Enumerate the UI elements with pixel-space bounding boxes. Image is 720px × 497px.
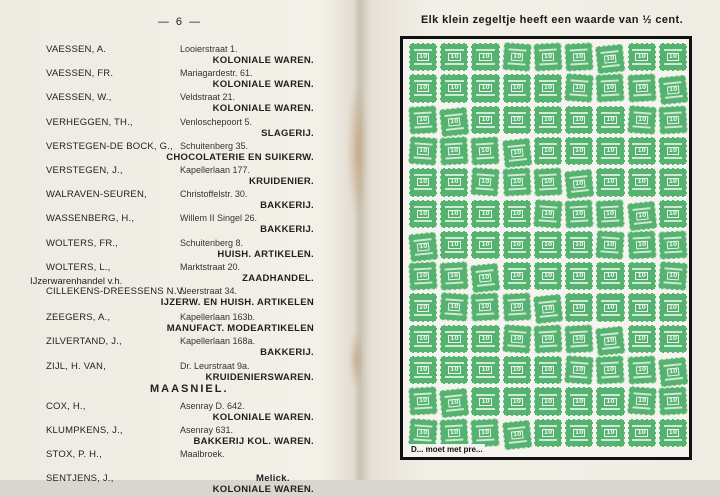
savings-stamp (533, 167, 563, 197)
stamp-value: 10 (418, 334, 428, 342)
stamp-value: 10 (635, 366, 648, 375)
savings-stamp (502, 167, 532, 197)
savings-stamp (627, 74, 657, 104)
savings-stamp (471, 325, 499, 353)
savings-stamp (440, 74, 468, 102)
stamp-value: 10 (542, 305, 555, 314)
stamp-value: 10 (448, 117, 461, 126)
stamp-value: 10 (543, 272, 553, 280)
stamp-value: 10 (668, 178, 678, 186)
savings-stamp (564, 199, 594, 229)
stamp-value: 10 (635, 397, 648, 406)
stamp-value: 10 (542, 209, 555, 218)
stamp-value: 10 (479, 303, 492, 312)
stamp-value: 10 (668, 53, 678, 61)
stamp-value: 10 (481, 397, 490, 405)
stamp-value: 10 (481, 334, 490, 342)
savings-stamp (408, 105, 438, 135)
savings-stamp (534, 231, 562, 259)
savings-stamp (658, 357, 689, 388)
stamp-value: 10 (573, 335, 586, 344)
entry-category: KOLONIALE WAREN. (212, 411, 314, 423)
entry-name: SENTJENS, J., (46, 473, 114, 485)
savings-stamp (502, 324, 532, 354)
stamp-value: 10 (448, 147, 461, 156)
stamp-value: 10 (417, 147, 430, 156)
stamp-value: 10 (417, 242, 430, 251)
savings-stamp (565, 419, 593, 447)
savings-stamp (440, 356, 468, 384)
stamp-value: 10 (510, 178, 523, 187)
stamp-value: 10 (450, 53, 459, 61)
savings-stamp (627, 386, 657, 416)
savings-stamp (471, 74, 499, 102)
savings-stamp (471, 200, 499, 228)
savings-stamp (564, 73, 594, 103)
stamp-value: 10 (604, 241, 617, 250)
savings-stamp (659, 200, 687, 228)
entry-name: VAESSEN, A. (46, 44, 107, 55)
savings-stamp (534, 419, 562, 447)
stamp-value: 10 (479, 178, 492, 187)
stamp-value: 10 (450, 334, 459, 342)
entry-name: KLUMPKENS, J., (46, 425, 123, 436)
left-page (0, 0, 358, 496)
stamp-value: 10 (635, 84, 648, 93)
entry-category: KOLONIALE WAREN. (212, 103, 314, 115)
stamp-value: 10 (637, 53, 646, 61)
stamp-value: 10 (450, 84, 459, 92)
savings-stamp (534, 106, 562, 134)
stamp-value: 10 (418, 84, 428, 92)
savings-stamp (565, 293, 593, 321)
savings-stamp (627, 105, 657, 135)
savings-stamp (659, 325, 687, 353)
stamp-value: 10 (512, 209, 521, 217)
stamp-value: 10 (668, 147, 678, 155)
stamp-value: 10 (479, 429, 492, 438)
savings-stamp (503, 356, 531, 384)
savings-stamp (628, 325, 656, 353)
entry-category: BAKKERIJ. (260, 224, 314, 236)
entry-address: Asenray D. 642. (180, 400, 245, 411)
savings-stamp (503, 106, 531, 134)
savings-stamp (596, 387, 624, 415)
stamp-value: 10 (450, 240, 459, 248)
stamp-value: 10 (418, 209, 428, 217)
savings-stamp (440, 43, 468, 71)
section-heading: MAASNIEL. (150, 382, 229, 395)
stamp-value: 10 (666, 241, 679, 250)
stamp-value: 10 (417, 115, 430, 124)
savings-stamp (503, 74, 531, 102)
entry-address: Christoffelstr. 30. (180, 189, 248, 200)
savings-stamp (471, 356, 499, 384)
stamp-value: 10 (637, 272, 646, 280)
savings-stamp (659, 43, 687, 71)
savings-stamp (628, 293, 656, 321)
stamp-value: 10 (510, 53, 523, 62)
stamp-value: 10 (575, 272, 584, 280)
savings-stamp (440, 231, 468, 259)
entry-category: IJZERW. EN HUISH. ARTIKELEN (160, 297, 314, 308)
stamp-value: 10 (448, 429, 461, 438)
stamp-value: 10 (606, 272, 615, 280)
savings-stamp (440, 200, 468, 228)
stamp-value: 10 (543, 115, 553, 123)
entry-category: KRUIDENIER. (248, 176, 314, 187)
stamp-value: 10 (481, 53, 490, 61)
entry-category: MANUFACT. MODEARTIKELEN (166, 323, 314, 335)
stamp-value: 10 (448, 399, 461, 408)
savings-stamp (534, 387, 562, 415)
savings-stamp (564, 42, 594, 72)
entry-name: ZEEGERS, A., (46, 312, 111, 324)
savings-stamp (534, 74, 562, 102)
stamp-value: 10 (637, 428, 646, 436)
stamp-value: 10 (637, 147, 646, 155)
savings-stamp (565, 137, 593, 165)
entry-address: Kapellerlaan 168a. (180, 336, 256, 347)
savings-stamp (595, 44, 626, 75)
stamp-value: 10 (575, 397, 584, 405)
savings-stamp (409, 74, 437, 102)
savings-stamp (627, 355, 657, 385)
stamp-value: 10 (543, 428, 553, 436)
stamp-value: 10 (510, 148, 523, 157)
stamp-value: 10 (666, 272, 679, 281)
savings-stamp (471, 106, 499, 134)
savings-stamp (440, 168, 468, 196)
stamp-value: 10 (542, 335, 555, 344)
stamp-value: 10 (542, 53, 555, 62)
stamp-value: 10 (512, 115, 521, 123)
entry-address: Veldstraat 21. (180, 92, 236, 103)
savings-stamp (658, 75, 689, 106)
stamp-value: 10 (573, 209, 586, 218)
entry-category: BAKKERIJ KOL. WAREN. (193, 436, 314, 447)
savings-stamp (470, 263, 501, 294)
stamp-value: 10 (635, 211, 648, 220)
stamp-value: 10 (543, 366, 553, 374)
savings-stamp (596, 199, 626, 229)
savings-stamp (439, 261, 469, 291)
stamp-value: 10 (666, 397, 679, 406)
entry-category: SLAGERIJ. (261, 127, 314, 139)
savings-stamp (439, 293, 469, 323)
stamp-value: 10 (606, 147, 615, 155)
savings-stamp (501, 419, 532, 450)
savings-stamp (503, 200, 531, 228)
savings-stamp (534, 262, 562, 290)
savings-stamp (501, 138, 532, 169)
savings-stamp (471, 293, 501, 323)
entry-address: Neerstraat 34. (180, 286, 238, 296)
entry-name: STOX, P. H., (46, 449, 102, 461)
entry-category: CHOCOLATERIE EN SUIKERW. (166, 151, 314, 163)
savings-stamp (564, 169, 595, 200)
savings-stamp (596, 137, 624, 165)
savings-stamp (408, 231, 439, 262)
savings-stamp (565, 231, 593, 259)
entry-address: Looierstraat 1. (180, 44, 238, 54)
stamp-value: 10 (668, 209, 678, 217)
stamp-value: 10 (575, 240, 584, 248)
savings-stamp (565, 387, 593, 415)
stamp-value: 10 (666, 115, 679, 124)
savings-stamp (534, 137, 562, 165)
entry-name: WASSENBERG, H., (46, 213, 135, 225)
savings-stamp (658, 105, 688, 135)
entry-address: Kapellerlaan 177. (180, 165, 251, 175)
stamp-value: 10 (604, 209, 617, 218)
savings-stamp (502, 293, 532, 323)
savings-stamp (628, 168, 656, 196)
stamp-value: 10 (417, 272, 430, 281)
stamp-value: 10 (512, 366, 521, 374)
entry-address: Willem II Singel 26. (180, 213, 258, 224)
stamp-value: 10 (606, 428, 615, 436)
savings-stamp (596, 262, 624, 290)
stamp-value: 10 (573, 366, 586, 375)
savings-stamp (659, 137, 687, 165)
savings-stamp (564, 324, 594, 354)
stamp-value: 10 (668, 303, 678, 311)
stamp-value: 10 (450, 209, 459, 217)
stamp-value: 10 (606, 397, 615, 405)
savings-stamp (596, 419, 624, 447)
stamp-value: 10 (573, 180, 586, 189)
entry-category: KOLONIALE WAREN. (212, 79, 314, 91)
savings-stamp (409, 293, 437, 321)
directory-entry (0, 353, 358, 385)
stamp-value: 10 (575, 115, 584, 123)
entry-name: CILLEKENS-DREESSENS N.V. (46, 286, 186, 297)
savings-stamp (564, 355, 594, 385)
savings-stamp (627, 230, 657, 260)
stamp-sheet-footer: D... moet met pre... (411, 445, 483, 454)
entry-address: Schuitenberg 8. (180, 237, 244, 248)
entry-category: KOLONIALE WAREN. (212, 55, 314, 66)
stamp-grid (409, 43, 687, 447)
stamp-value: 10 (606, 115, 615, 123)
stamp-value: 10 (481, 209, 490, 217)
savings-stamp (439, 106, 470, 137)
entry-name: VAESSEN, FR. (46, 68, 114, 80)
savings-stamp (628, 137, 656, 165)
stamp-value: 10 (637, 178, 646, 186)
entry-address: Asenray 631. (180, 425, 234, 435)
stamp-sheet (400, 36, 692, 460)
stamp-value: 10 (418, 53, 428, 61)
savings-stamp (409, 43, 437, 71)
stamp-value: 10 (418, 303, 428, 311)
entry-category: KRUIDENIERSWAREN. (205, 371, 314, 383)
savings-stamp (409, 356, 437, 384)
entry-name: ZIJL, H. VAN, (46, 360, 106, 372)
entry-address: Marktstraat 20. (180, 261, 241, 272)
savings-stamp (659, 293, 687, 321)
savings-stamp (471, 387, 499, 415)
savings-stamp (658, 261, 688, 291)
stamp-value: 10 (604, 366, 617, 375)
stamp-value: 10 (481, 115, 490, 123)
savings-stamp (626, 200, 657, 231)
savings-stamp (409, 325, 437, 353)
entry-name: WOLTERS, L., (46, 261, 111, 273)
savings-stamp (439, 136, 469, 166)
savings-stamp (534, 356, 562, 384)
stamp-value: 10 (512, 397, 521, 405)
entry-prefix: IJzerwarenhandel v.h. (30, 276, 123, 287)
stamp-value: 10 (481, 366, 490, 374)
savings-stamp (565, 262, 593, 290)
stamp-value: 10 (573, 53, 586, 62)
stamp-value: 10 (668, 428, 678, 436)
stamp-value: 10 (604, 336, 617, 345)
entry-name: VERSTEGEN-DE BOCK, G., (46, 140, 173, 152)
savings-stamp (628, 43, 656, 71)
savings-stamp (533, 324, 563, 354)
stamp-value: 10 (450, 366, 459, 374)
stamp-value: 10 (575, 147, 584, 155)
stamp-value: 10 (575, 303, 584, 311)
stamp-sheet-header: Elk klein zegeltje heeft een waarde van ½ cent. (420, 14, 684, 26)
savings-stamp (595, 325, 626, 356)
savings-stamp (533, 294, 564, 325)
stamp-value: 10 (479, 147, 492, 156)
savings-stamp (596, 293, 624, 321)
savings-stamp (408, 261, 438, 291)
entry-category: BAKKERIJ. (260, 347, 314, 359)
stamp-value: 10 (543, 84, 553, 92)
entry-name: COX, H., (46, 400, 86, 412)
entry-address: Venloschepoort 5. (180, 116, 253, 127)
stamp-value: 10 (543, 240, 553, 248)
stamp-value: 10 (637, 334, 646, 342)
savings-stamp (596, 355, 626, 385)
stamp-value: 10 (667, 368, 680, 377)
directory-entry (0, 465, 358, 497)
savings-stamp (503, 231, 531, 259)
savings-stamp (533, 42, 563, 72)
entry-address: Kapellerlaan 163b. (180, 312, 256, 323)
stamp-value: 10 (573, 84, 586, 93)
right-page (362, 0, 720, 480)
stamp-value: 10 (543, 147, 553, 155)
stamp-value: 10 (635, 241, 648, 250)
entry-address: Mariagardestr. 61. (180, 68, 253, 79)
savings-stamp (502, 42, 532, 72)
stamp-value: 10 (606, 303, 615, 311)
entry-category: HUISH. ARTIKELEN. (217, 248, 314, 260)
savings-stamp (409, 200, 437, 228)
stamp-value: 10 (604, 55, 617, 64)
entry-name: VERHEGGEN, TH., (46, 116, 133, 128)
savings-stamp (565, 106, 593, 134)
savings-stamp (628, 262, 656, 290)
stamp-value: 10 (512, 84, 521, 92)
savings-stamp (471, 43, 499, 71)
savings-stamp (440, 325, 468, 353)
savings-stamp (595, 230, 625, 260)
entry-name: WOLTERS, FR., (46, 237, 119, 249)
stamp-value: 10 (510, 334, 523, 343)
savings-stamp (659, 168, 687, 196)
stamp-value: 10 (418, 178, 428, 186)
stamp-value: 10 (512, 240, 521, 248)
stamp-value: 10 (637, 303, 646, 311)
stamp-value: 10 (479, 274, 492, 283)
savings-stamp (471, 136, 501, 166)
entry-place: Melick. (256, 473, 290, 485)
stamp-value: 10 (418, 366, 428, 374)
stamp-value: 10 (510, 430, 523, 439)
savings-stamp (658, 387, 688, 417)
savings-stamp (503, 387, 531, 415)
entry-name: WALRAVEN-SEUREN, (46, 189, 147, 201)
savings-stamp (439, 388, 470, 419)
stamp-value: 10 (635, 115, 648, 124)
savings-stamp (658, 230, 688, 260)
stamp-value: 10 (448, 303, 461, 312)
stamp-value: 10 (543, 397, 553, 405)
savings-stamp (533, 199, 563, 229)
stamp-value: 10 (575, 428, 584, 436)
stamp-value: 10 (510, 303, 523, 312)
savings-stamp (596, 106, 624, 134)
entry-address: Maalbroek. (180, 449, 225, 460)
stamp-value: 10 (542, 178, 555, 187)
stamp-value: 10 (604, 84, 617, 93)
stamp-value: 10 (512, 272, 521, 280)
savings-stamp (628, 419, 656, 447)
entry-name: VAESSEN, W., (46, 92, 112, 104)
entry-name: VERSTEGEN, J., (46, 165, 123, 176)
stamp-value: 10 (417, 397, 430, 406)
savings-stamp (659, 419, 687, 447)
stamp-value: 10 (481, 240, 490, 248)
stamp-value: 10 (667, 86, 680, 95)
stamp-value: 10 (448, 272, 461, 281)
entry-name: ZILVERTAND, J., (46, 336, 122, 348)
savings-stamp (596, 168, 624, 196)
savings-stamp (503, 262, 531, 290)
entry-address: Dr. Leurstraat 9a. (180, 360, 250, 371)
savings-stamp (409, 168, 437, 196)
page-number: — 6 — (157, 16, 203, 28)
entry-address: Schuitenberg 35. (180, 140, 249, 151)
savings-stamp (408, 387, 438, 417)
entry-category: KOLONIALE WAREN. (212, 484, 314, 496)
stamp-value: 10 (481, 84, 490, 92)
savings-stamp (596, 74, 626, 104)
stamp-value: 10 (450, 178, 459, 186)
stamp-value: 10 (417, 428, 430, 437)
entry-category: ZAADHANDEL. (242, 272, 314, 284)
savings-stamp (471, 231, 499, 259)
savings-stamp (408, 136, 438, 166)
savings-stamp (470, 167, 500, 197)
stamp-value: 10 (668, 334, 678, 342)
entry-category: BAKKERIJ. (260, 200, 314, 212)
stamp-value: 10 (606, 178, 615, 186)
